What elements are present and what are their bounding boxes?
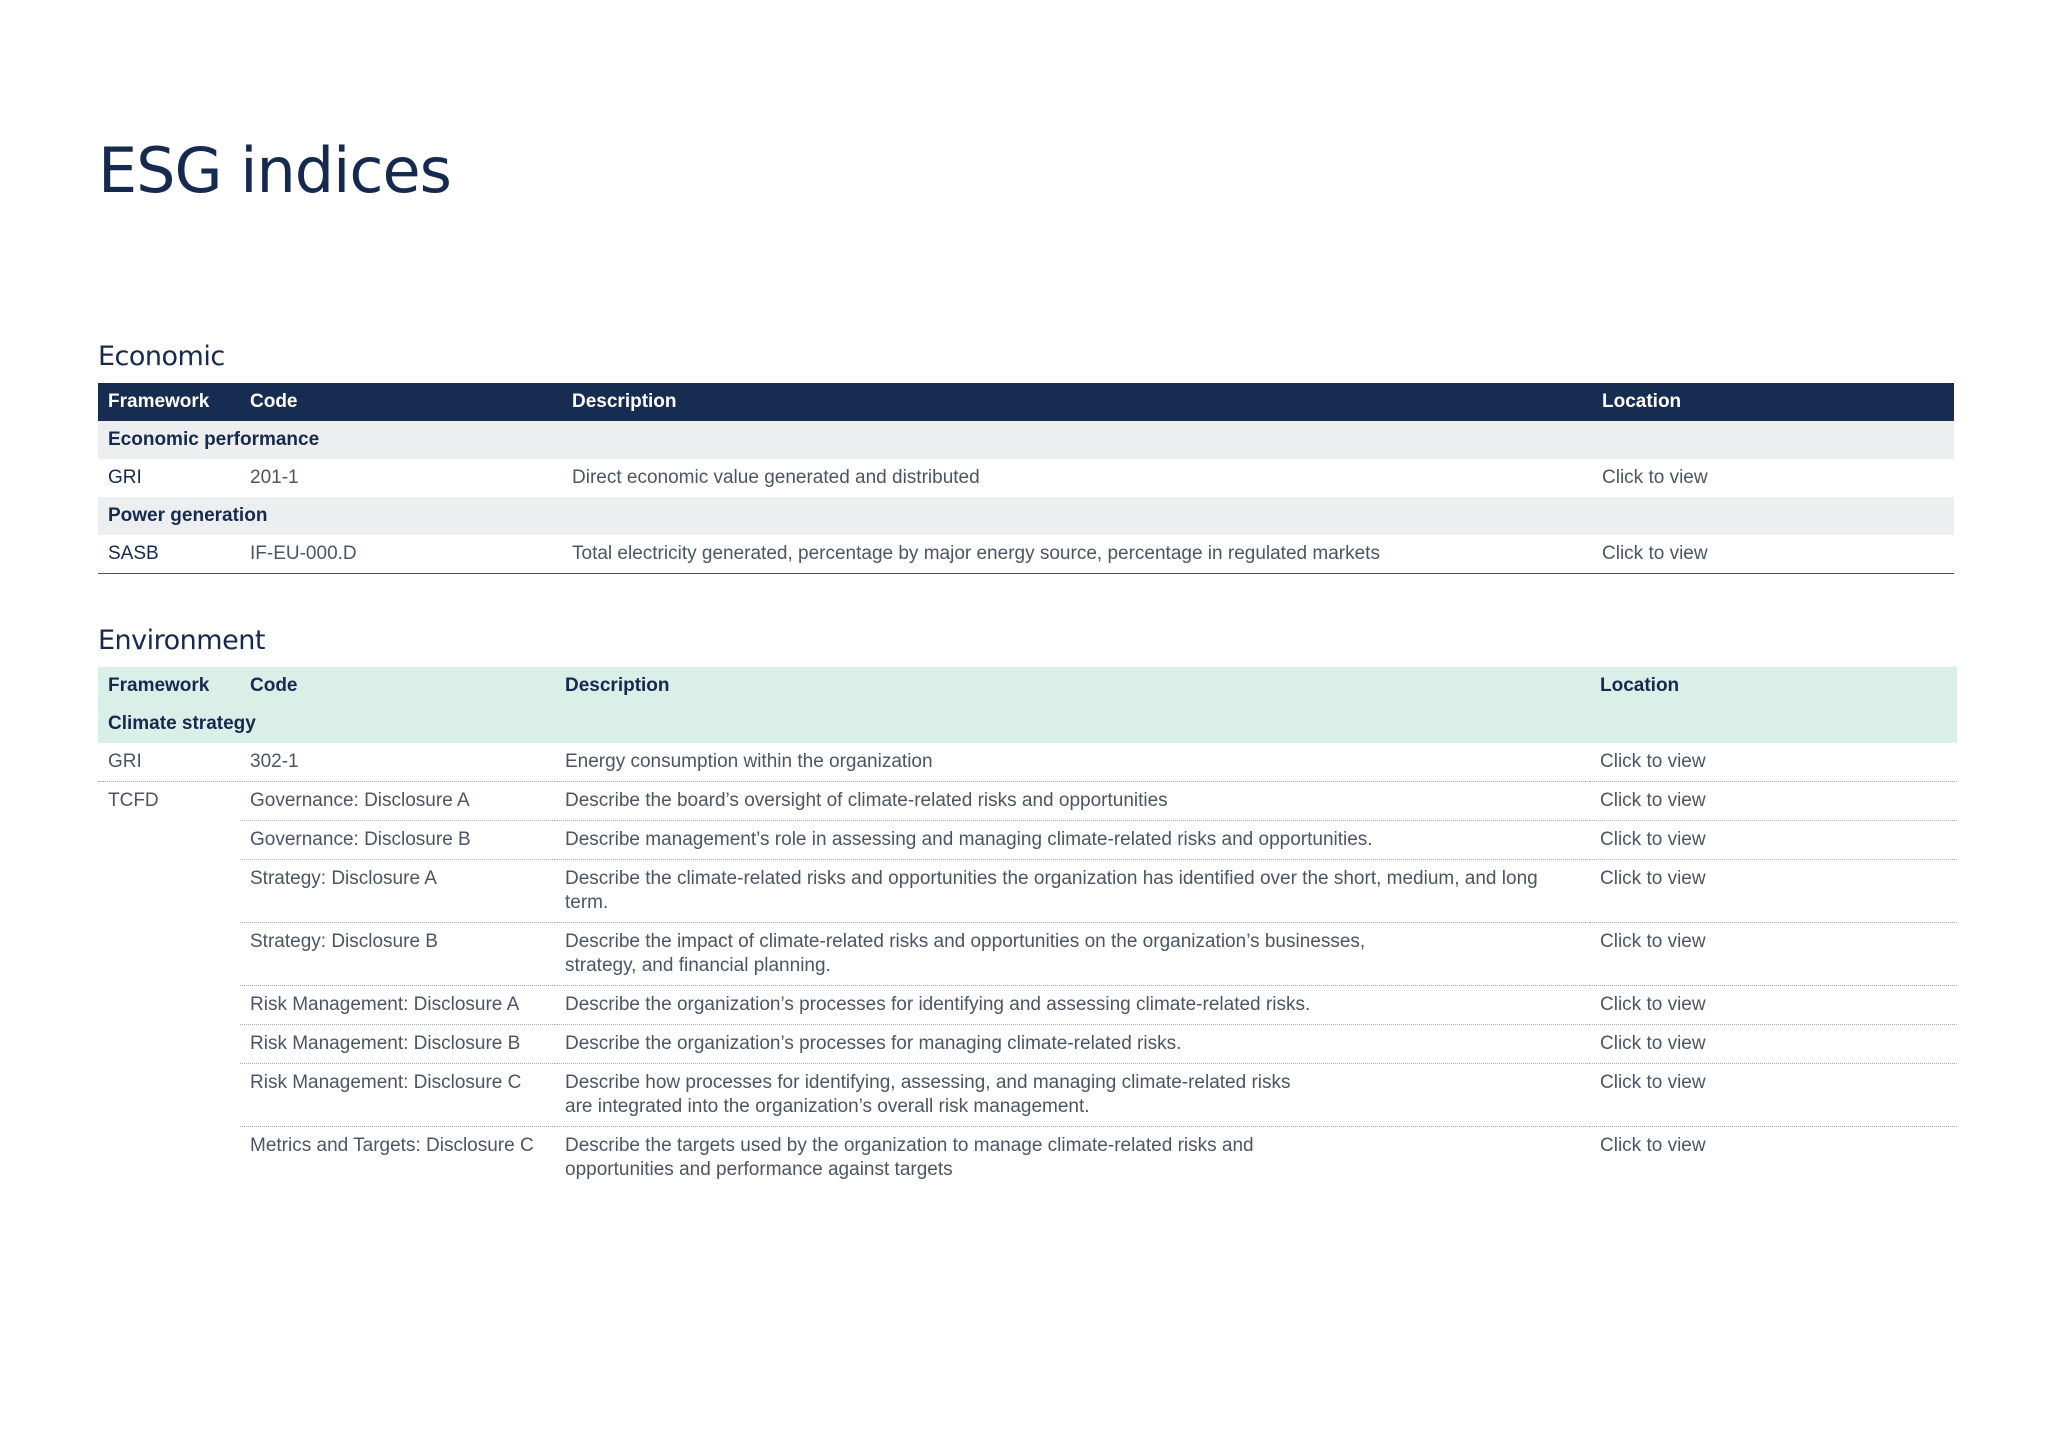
click-to-view-link[interactable]: Click to view xyxy=(1600,1033,1706,1054)
column-header-framework: Framework xyxy=(98,667,240,705)
location-cell xyxy=(1592,459,1954,497)
framework-cell: GRI xyxy=(108,467,142,488)
column-header-description: Description xyxy=(555,667,1590,705)
location-cell xyxy=(1592,535,1954,574)
framework-cell xyxy=(98,923,240,986)
table-row xyxy=(98,743,1957,782)
description-cell: Describe management’s role in assessing and managing climate-related risks and opportunities. xyxy=(555,821,1590,860)
economic-table xyxy=(98,383,1954,574)
column-header-code: Code xyxy=(240,383,562,421)
table-row xyxy=(98,1127,1957,1190)
description-cell: Describe the targets used by the organization to manage climate-related risks and opportunities and performance against targets xyxy=(565,1135,1254,1180)
group-label: Power generation xyxy=(98,497,1954,535)
column-header-code: Code xyxy=(240,667,555,705)
group-row-climate-strategy xyxy=(98,705,1957,743)
description-cell: Describe the impact of climate-related risks and opportunities on the organization’s businesses, strategy, and financial planning. xyxy=(555,923,1590,986)
group-label: Climate strategy xyxy=(98,705,1957,743)
description-cell: Describe the organization’s processes for managing climate-related risks. xyxy=(555,1025,1590,1064)
framework-cell xyxy=(98,1025,240,1064)
click-to-view-link[interactable]: Click to view xyxy=(1600,829,1706,850)
description-cell: Describe the climate-related risks and opportunities the organization has identified over the short, medium, and long term. xyxy=(555,860,1590,923)
framework-cell: SASB xyxy=(98,535,240,574)
click-to-view-link[interactable]: Click to view xyxy=(1600,790,1706,811)
location-cell xyxy=(1590,1064,1957,1127)
section-title-economic: Economic xyxy=(98,341,225,372)
environment-table xyxy=(98,667,1957,1189)
column-header-location: Location xyxy=(1590,667,1957,705)
table-row xyxy=(98,535,1954,574)
framework-cell xyxy=(98,986,240,1025)
framework-cell xyxy=(98,821,240,860)
table-row xyxy=(98,923,1957,986)
framework-cell xyxy=(98,1064,240,1127)
table-row xyxy=(98,782,1957,821)
location-cell xyxy=(1590,782,1957,821)
table-row xyxy=(98,1064,1957,1127)
table-row xyxy=(98,459,1954,497)
description-cell: Direct economic value generated and distributed xyxy=(572,467,980,488)
code-cell: Risk Management: Disclosure A xyxy=(240,986,555,1025)
column-header-framework: Framework xyxy=(98,383,240,421)
table-header-row xyxy=(98,383,1954,421)
table-row xyxy=(98,821,1957,860)
click-to-view-link[interactable]: Click to view xyxy=(1600,1072,1706,1093)
column-header-location: Location xyxy=(1592,383,1954,421)
code-cell: Metrics and Targets: Disclosure C xyxy=(250,1135,534,1156)
location-cell xyxy=(1590,860,1957,923)
click-to-view-link[interactable]: Click to view xyxy=(1600,751,1706,772)
table-header-row xyxy=(98,667,1957,705)
location-cell xyxy=(1590,1127,1957,1190)
framework-cell xyxy=(98,860,240,923)
click-to-view-link[interactable]: Click to view xyxy=(1600,868,1706,889)
group-label: Economic performance xyxy=(98,421,1954,459)
framework-cell: GRI xyxy=(98,743,240,782)
table-row xyxy=(98,1025,1957,1064)
code-cell: Governance: Disclosure B xyxy=(240,821,555,860)
code-cell: Strategy: Disclosure A xyxy=(240,860,555,923)
location-cell xyxy=(1590,1025,1957,1064)
table-row xyxy=(98,860,1957,923)
click-to-view-link[interactable]: Click to view xyxy=(1600,931,1706,952)
description-cell: Total electricity generated, percentage by major energy source, percentage in regulated markets xyxy=(562,535,1592,574)
code-cell: Risk Management: Disclosure C xyxy=(240,1064,555,1127)
click-to-view-link[interactable]: Click to view xyxy=(1600,1135,1706,1156)
code-cell: 201-1 xyxy=(250,467,299,488)
location-cell xyxy=(1590,923,1957,986)
code-cell: Strategy: Disclosure B xyxy=(240,923,555,986)
table-row xyxy=(98,986,1957,1025)
description-cell: Describe the board’s oversight of climate-related risks and opportunities xyxy=(555,782,1590,821)
code-cell: Governance: Disclosure A xyxy=(240,782,555,821)
code-cell: Risk Management: Disclosure B xyxy=(240,1025,555,1064)
click-to-view-link[interactable]: Click to view xyxy=(1600,994,1706,1015)
description-cell: Describe the organization’s processes for identifying and assessing climate-related risks. xyxy=(555,986,1590,1025)
click-to-view-link[interactable]: Click to view xyxy=(1602,467,1708,488)
location-cell xyxy=(1590,743,1957,782)
framework-cell xyxy=(98,1127,240,1190)
page-title: ESG indices xyxy=(98,134,451,207)
group-row-power-generation xyxy=(98,497,1954,535)
description-cell: Energy consumption within the organization xyxy=(555,743,1590,782)
location-cell xyxy=(1590,821,1957,860)
section-title-environment: Environment xyxy=(98,625,265,656)
code-cell: IF-EU-000.D xyxy=(240,535,562,574)
code-cell: 302-1 xyxy=(240,743,555,782)
column-header-description: Description xyxy=(562,383,1592,421)
click-to-view-link[interactable]: Click to view xyxy=(1602,543,1708,564)
description-cell: Describe how processes for identifying, assessing, and managing climate-related risks are integrated into the organization’s overall risk management. xyxy=(555,1064,1590,1127)
location-cell xyxy=(1590,986,1957,1025)
group-row-economic-performance xyxy=(98,421,1954,459)
framework-cell: TCFD xyxy=(108,790,159,811)
